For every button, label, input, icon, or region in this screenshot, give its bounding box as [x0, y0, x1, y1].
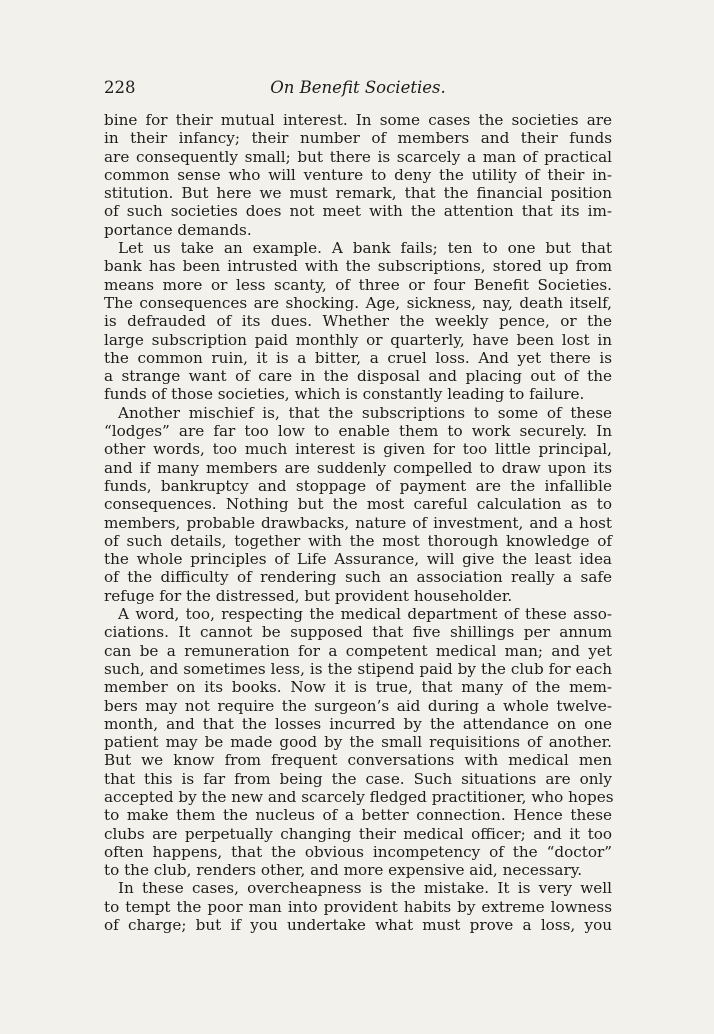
body-text — [104, 111, 612, 934]
text-line: other words, too much interest is given for too little principal, — [104, 440, 612, 459]
text-line: of charge; but if you undertake what must prove a loss, you — [104, 916, 612, 935]
book-page — [104, 78, 612, 934]
text-line: Let us take an example. A bank fails; ten to one but that — [118, 239, 612, 258]
text-line: to make them the nucleus of a better connection. Hence these — [104, 806, 612, 825]
text-line: In these cases, overcheapness is the mistake. It is very well — [118, 879, 612, 898]
text-line: the common ruin, it is a bitter, a cruel loss. And yet there is — [104, 348, 612, 367]
text-line: members, probable drawbacks, nature of investment, and a host — [104, 513, 612, 532]
text-line: of such societies does not meet with the attention that its im- — [104, 202, 612, 221]
text-line: can be a remuneration for a competent medical man; and yet — [104, 641, 612, 660]
running-title: On Benefit Societies. — [270, 78, 446, 97]
text-line: to tempt the poor man into provident habits by extreme lowness — [104, 897, 612, 916]
text-line: of such details, together with the most thorough knowledge of — [104, 531, 612, 550]
text-line: Another mischief is, that the subscriptions to some of these — [118, 403, 612, 422]
text-line: common sense who will venture to deny the utility of their in- — [104, 165, 612, 184]
text-line: consequences. Nothing but the most careful calculation as to — [104, 495, 612, 514]
text-line: “lodges” are far too low to enable them to work securely. In — [104, 422, 612, 441]
text-line: such, and sometimes less, is the stipend paid by the club for each — [104, 659, 612, 678]
text-line: refuge for the distressed, but provident householder. — [104, 586, 513, 605]
text-line: funds, bankruptcy and stoppage of payment are the infallible — [104, 476, 612, 495]
text-line: portance demands. — [104, 220, 252, 239]
text-line: funds of those societies, which is constantly leading to failure. — [104, 385, 585, 404]
text-line: are consequently small; but there is scarcely a man of practical — [104, 147, 612, 166]
text-line: The consequences are shocking. Age, sickness, nay, death itself, — [104, 293, 612, 312]
text-line: in their infancy; their number of members and their funds — [104, 129, 612, 148]
text-line: But we know from frequent conversations with medical men — [104, 751, 612, 770]
text-line: clubs are perpetually changing their medical officer; and it too — [104, 824, 612, 843]
text-line: is defrauded of its dues. Whether the weekly pence, or the — [104, 312, 612, 331]
page-number: 228 — [104, 78, 136, 97]
text-line: bine for their mutual interest. In some cases the societies are — [104, 111, 612, 129]
text-line: large subscription paid monthly or quarterly, have been lost in — [104, 330, 612, 349]
text-line: month, and that the losses incurred by the attendance on one — [104, 714, 612, 733]
text-line: the whole principles of Life Assurance, will give the least idea — [104, 550, 612, 569]
text-line: patient may be made good by the small requisitions of another. — [104, 733, 612, 752]
text-line: accepted by the new and scarcely fledged practitioner, who hopes — [104, 787, 614, 806]
page-header — [104, 78, 612, 104]
text-line: often happens, that the obvious incompetency of the “doctor” — [104, 842, 612, 861]
text-line: that this is far from being the case. Such situations are only — [104, 769, 612, 788]
text-line: and if many members are suddenly compelled to draw upon its — [104, 458, 612, 477]
text-line: bers may not require the surgeon’s aid during a whole twelve- — [104, 696, 612, 715]
text-line: stitution. But here we must remark, that the financial position — [104, 184, 612, 203]
text-line: to the club, renders other, and more expensive aid, necessary. — [104, 861, 583, 880]
text-line: A word, too, respecting the medical department of these asso- — [118, 605, 612, 624]
text-line: bank has been intrusted with the subscriptions, stored up from — [104, 257, 612, 276]
text-line: member on its books. Now it is true, that many of the mem- — [104, 678, 612, 697]
text-line: a strange want of care in the disposal and placing out of the — [104, 367, 612, 386]
text-line: means more or less scanty, of three or four Benefit Societies. — [104, 275, 612, 294]
text-line: ciations. It cannot be supposed that five shillings per annum — [104, 623, 612, 642]
text-line: of the difficulty of rendering such an association really a safe — [104, 568, 612, 587]
